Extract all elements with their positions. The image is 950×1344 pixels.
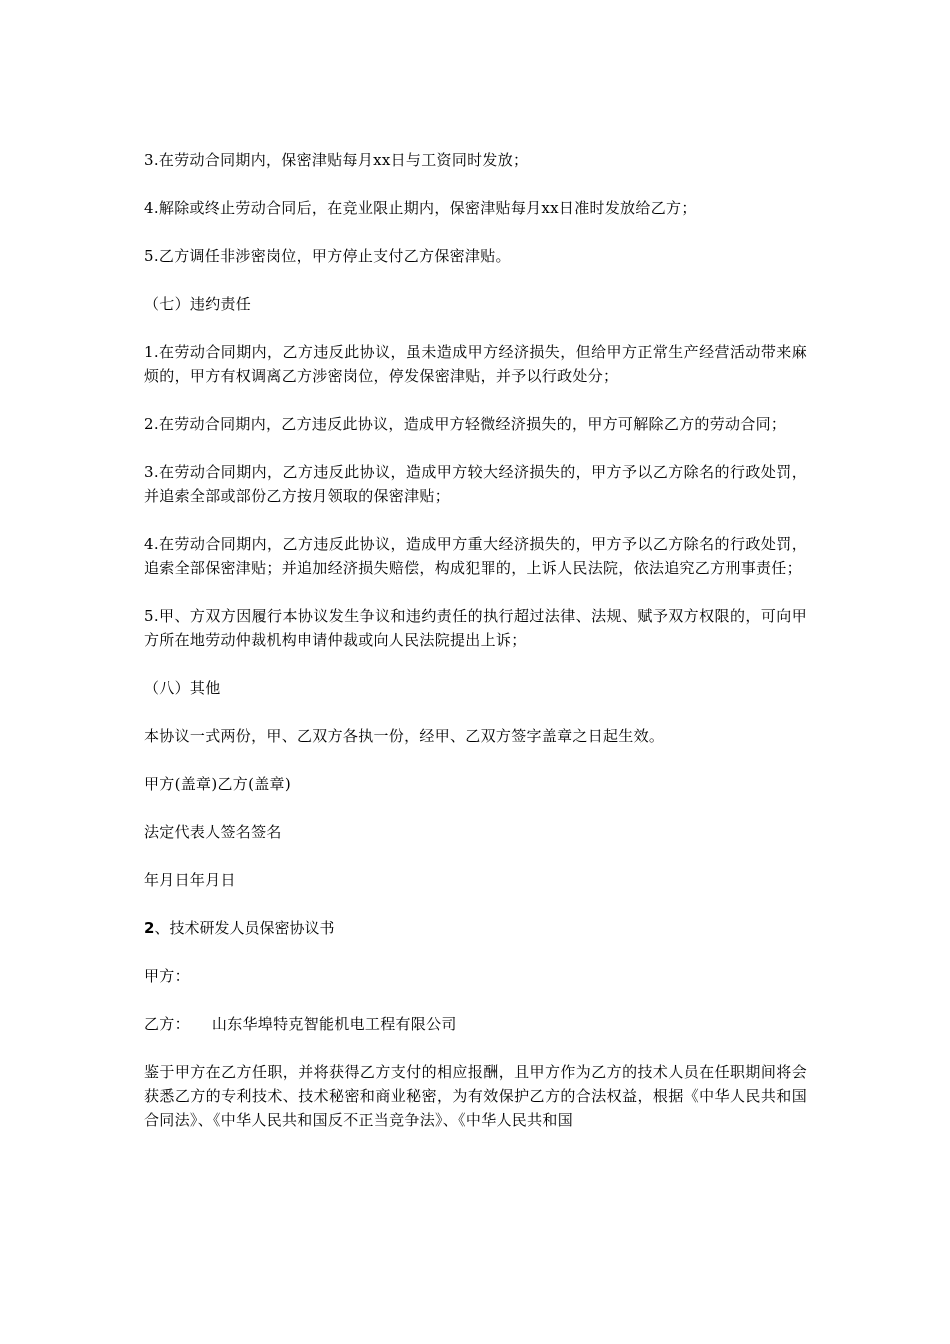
paragraph-liability-3: 3.在劳动合同期内，乙方违反此协议，造成甲方较大经济损失的，甲方予以乙方除名的行政处罚，并追索全部或部份乙方按月领取的保密津贴；	[144, 463, 807, 505]
paragraph-effective: 本协议一式两份，甲、乙双方各执一份，经甲、乙双方签字盖章之日起生效。	[144, 727, 665, 745]
section-title-rd-confidentiality	[144, 916, 807, 940]
signature-representative-line: 法定代表人签名签名	[144, 823, 282, 841]
paragraph-allowance-stop: 5.乙方调任非涉密岗位，甲方停止支付乙方保密津贴。	[144, 247, 511, 265]
section-heading-other: （八）其他	[144, 679, 221, 697]
paragraph-intro: 鉴于甲方在乙方任职，并将获得乙方支付的相应报酬，且甲方作为乙方的技术人员在任职期间将会获悉乙方的专利技术、技术秘密和商业秘密，为有效保护乙方的合法权益，根据《中华人民共和国合同法》、《中华人民共和国反不正当竞争法》、《中华人民共和国	[144, 1063, 807, 1129]
document-body	[144, 148, 807, 1156]
paragraph-allowance-payday: 3.在劳动合同期内，保密津贴每月xx日与工资同时发放；	[144, 151, 529, 169]
section-number: 2	[144, 919, 155, 937]
party-b-line	[144, 1012, 807, 1036]
party-b-label: 乙方：	[144, 1015, 190, 1033]
paragraph-liability-2: 2.在劳动合同期内，乙方违反此协议，造成甲方轻微经济损失的，甲方可解除乙方的劳动合同；	[144, 415, 787, 433]
paragraph-liability-5: 5.甲、方双方因履行本协议发生争议和违约责任的执行超过法律、法规、赋予双方权限的，可向甲方所在地劳动仲裁机构申请仲裁或向人民法院提出上诉；	[144, 607, 807, 649]
signature-date-line: 年月日年月日	[144, 871, 236, 889]
paragraph-liability-1: 1.在劳动合同期内，乙方违反此协议，虽未造成甲方经济损失，但给甲方正常生产经营活动带来麻烦的，甲方有权调离乙方涉密岗位，停发保密津贴，并予以行政处分；	[144, 343, 807, 385]
signature-seal-line: 甲方(盖章)乙方(盖章)	[144, 775, 292, 793]
party-b-company: 山东华埠特克智能机电工程有限公司	[211, 1015, 457, 1033]
section-heading-liability: （七）违约责任	[144, 295, 252, 313]
section-title-text: 、技术研发人员保密协议书	[154, 919, 335, 937]
paragraph-allowance-after-termination: 4.解除或终止劳动合同后，在竞业限止期内，保密津贴每月xx日准时发放给乙方；	[144, 199, 697, 217]
party-a-line: 甲方：	[144, 967, 190, 985]
paragraph-liability-4: 4.在劳动合同期内，乙方违反此协议，造成甲方重大经济损失的，甲方予以乙方除名的行政处罚，追索全部保密津贴；并追加经济损失赔偿，构成犯罪的，上诉人民法院，依法追究乙方刑事责任；	[144, 535, 807, 577]
